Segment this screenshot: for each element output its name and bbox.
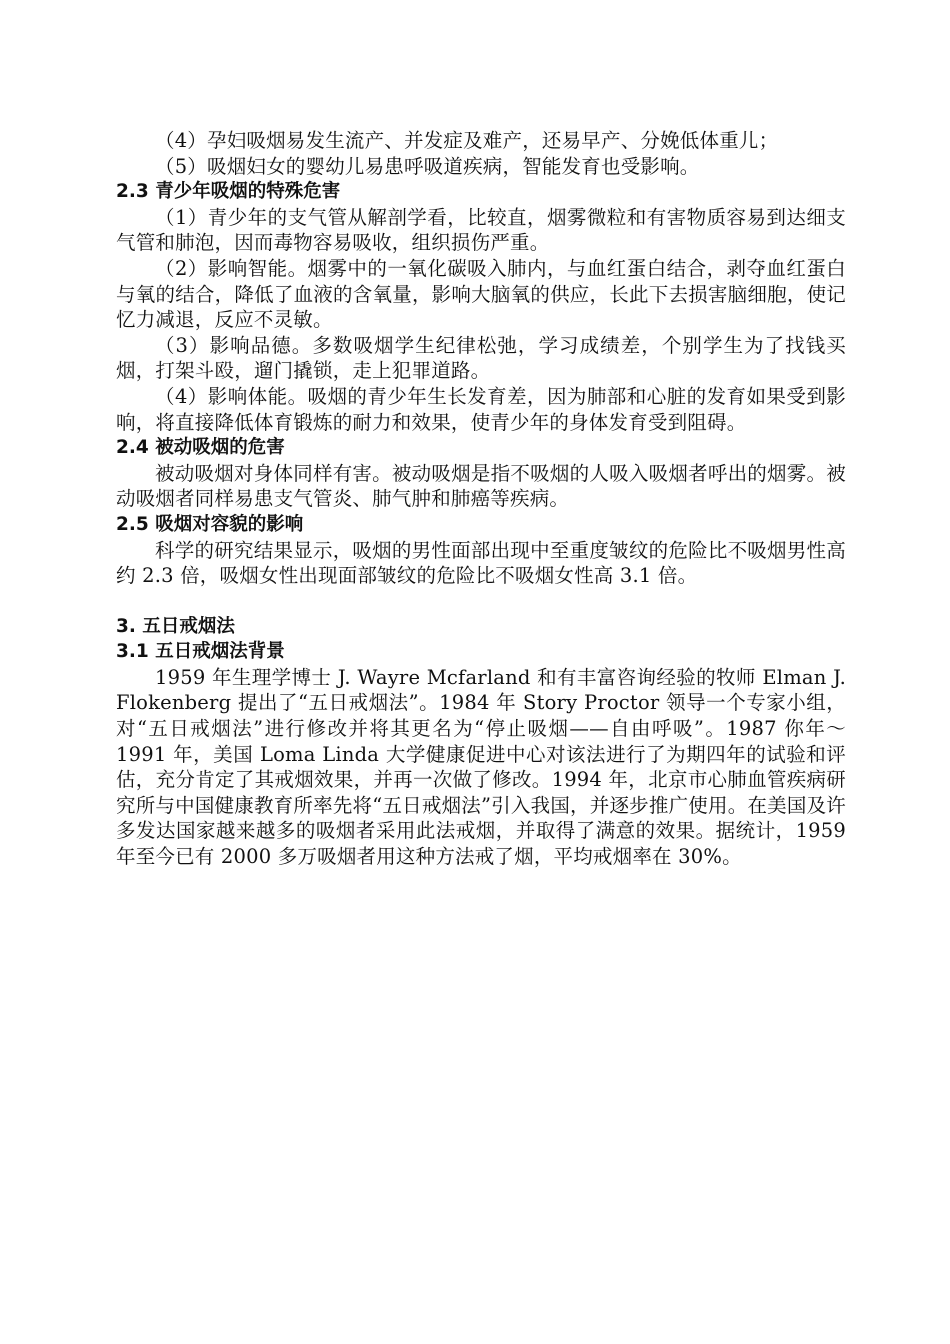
paragraph-2-5-1: 科学的研究结果显示，吸烟的男性面部出现中至重度皱纹的危险比不吸烟男性高约 2.3 倍，吸烟女性出现面部皱纹的危险比不吸烟女性高 3.1 倍。 [116,538,846,588]
document-page [116,128,846,870]
paragraph-2-3-4: （4）影响体能。吸烟的青少年生长发育差，因为肺部和心脏的发育如果受到影响，将直接降低体育锻炼的耐力和效果，使青少年的身体发育受到阻碍。 [116,384,846,434]
section-spacer [116,589,846,614]
heading-2-4: 2.4 被动吸烟的危害 [116,437,285,459]
paragraph-2-4-1: 被动吸烟对身体同样有害。被动吸烟是指不吸烟的人吸入吸烟者呼出的烟雾。被动吸烟者同样易患支气管炎、肺气肿和肺癌等疾病。 [116,461,846,511]
heading-3-1: 3.1 五日戒烟法背景 [116,641,285,663]
paragraph-3-1-1: 1959 年生理学博士 J. Wayre Mcfarland 和有丰富咨询经验的牧师 Elman J. Flokenberg 提出了“五日戒烟法”。1984 年 Story Proctor 领导一个专家小组，对“五日戒烟法”进行修改并将其更名为“停止吸烟——自由呼吸”。1987 你年～1991 年，美国 Loma Linda 大学健康促进中心对该法进行了为期四年的试验和评估，充分肯定了其戒烟效果，并再一次做了修改。1994 年，北京市心肺血管疾病研究所与中国健康教育所率先将“五日戒烟法”引入我国，并逐步推广使用。在美国及许多发达国家越来越多的吸烟者采用此法戒烟，并取得了满意的效果。据统计，1959 年至今已有 2000 多万吸烟者用这种方法戒了烟，平均戒烟率在 30%。 [116,665,846,869]
heading-2-5: 2.5 吸烟对容貌的影响 [116,513,304,535]
paragraph-2-3-1: （1）青少年的支气管从解剖学看，比较直，烟雾微粒和有害物质容易到达细支气管和肺泡，因而毒物容易吸收，组织损伤严重。 [116,205,846,255]
paragraph-item-4: （4）孕妇吸烟易发生流产、并发症及难产，还易早产、分娩低体重儿； [155,129,779,152]
heading-2-3: 2.3 青少年吸烟的特殊危害 [116,181,341,203]
paragraph-2-3-2: （2）影响智能。烟雾中的一氧化碳吸入肺内，与血红蛋白结合，剥夺血红蛋白与氧的结合，降低了血液的含氧量，影响大脑氧的供应，长此下去损害脑细胞，使记忆力减退，反应不灵敏。 [116,256,846,332]
heading-3: 3. 五日戒烟法 [116,615,235,637]
paragraph-item-5: （5）吸烟妇女的婴幼儿易患呼吸道疾病，智能发育也受影响。 [155,154,700,178]
paragraph-2-3-3: （3）影响品德。多数吸烟学生纪律松弛，学习成绩差，个别学生为了找钱买烟，打架斗殴，遛门撬锁，走上犯罪道路。 [116,333,846,383]
